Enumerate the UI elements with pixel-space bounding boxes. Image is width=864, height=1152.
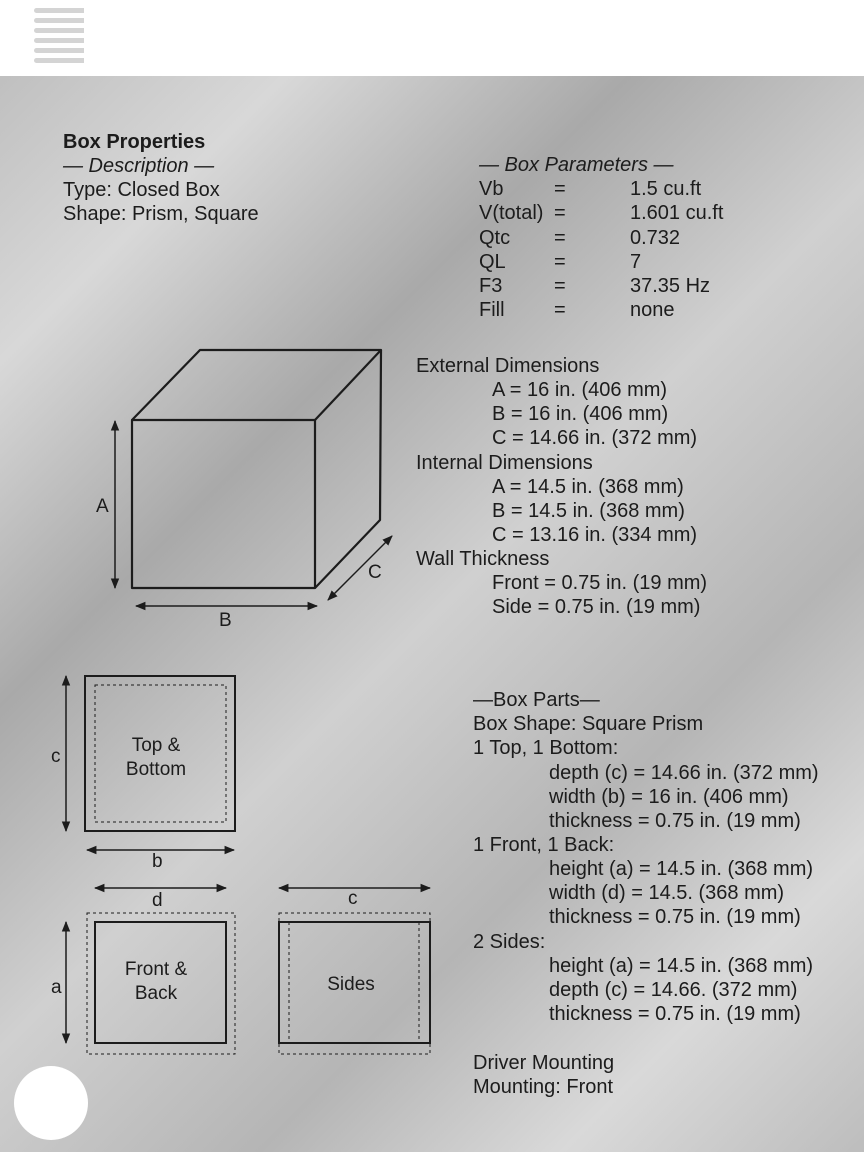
front-back-label-line1: Front & <box>124 959 188 980</box>
cube-top-face <box>132 350 381 420</box>
internal-dimension-c: C = 13.16 in. (334 mm) <box>492 524 698 546</box>
wall-thickness-side: Side = 0.75 in. (19 mm) <box>492 596 701 618</box>
param-name: Qtc <box>479 227 511 249</box>
driver-mounting-value: Mounting: Front <box>473 1076 614 1098</box>
external-dimension-c: C = 14.66 in. (372 mm) <box>492 427 698 449</box>
param-name: V(total) <box>479 202 544 224</box>
front-back-width: width (d) = 14.5. (368 mm) <box>549 882 785 904</box>
box-parts-shape: Box Shape: Square Prism <box>473 713 704 735</box>
param-name: Vb <box>479 178 504 200</box>
cube-diagram <box>132 350 381 588</box>
wall-thickness-heading: Wall Thickness <box>416 548 550 570</box>
internal-dimension-b: B = 14.5 in. (368 mm) <box>492 500 685 522</box>
top-bottom-label-line2: Bottom <box>125 759 187 780</box>
parts-label-d: d <box>152 890 163 911</box>
external-dimension-a: A = 16 in. (406 mm) <box>492 379 668 401</box>
internal-dimension-a: A = 14.5 in. (368 mm) <box>492 476 684 498</box>
param-value: none <box>630 299 675 321</box>
front-back-height: height (a) = 14.5 in. (368 mm) <box>549 858 814 880</box>
front-back-heading: 1 Front, 1 Back: <box>473 834 615 856</box>
param-equals: = <box>554 227 566 249</box>
param-name: QL <box>479 251 506 273</box>
sides-depth: depth (c) = 14.66. (372 mm) <box>549 979 798 1001</box>
top-bottom-label-line1: Top & <box>131 735 181 756</box>
parts-label-b: b <box>152 851 163 872</box>
cube-label-c: C <box>368 562 382 583</box>
cube-label-a: A <box>96 496 109 517</box>
param-value: 1.601 cu.ft <box>630 202 724 224</box>
param-name: Fill <box>479 299 505 321</box>
param-equals: = <box>554 251 566 273</box>
box-parameters-heading: — Box Parameters — <box>479 154 674 176</box>
param-equals: = <box>554 202 566 224</box>
description-heading: — Description — <box>63 155 215 177</box>
param-equals: = <box>554 299 566 321</box>
param-equals: = <box>554 275 566 297</box>
parts-label-c-sides: c <box>348 888 358 909</box>
param-value: 0.732 <box>630 227 681 249</box>
box-shape: Shape: Prism, Square <box>63 203 259 225</box>
external-dimensions-heading: External Dimensions <box>416 355 600 377</box>
cube-arrow-c <box>328 536 392 600</box>
top-bottom-width: width (b) = 16 in. (406 mm) <box>549 786 789 808</box>
front-back-thickness: thickness = 0.75 in. (19 mm) <box>549 906 801 928</box>
box-type: Type: Closed Box <box>63 179 220 201</box>
sides-thickness: thickness = 0.75 in. (19 mm) <box>549 1003 801 1025</box>
cube-label-b: B <box>219 610 232 631</box>
front-back-label-line2: Back <box>134 983 178 1004</box>
external-dimension-b: B = 16 in. (406 mm) <box>492 403 669 425</box>
parts-label-a: a <box>51 977 62 998</box>
sides-heading: 2 Sides: <box>473 931 546 953</box>
sides-height: height (a) = 14.5 in. (368 mm) <box>549 955 814 977</box>
top-bottom-thickness: thickness = 0.75 in. (19 mm) <box>549 810 801 832</box>
parts-label-c: c <box>51 746 61 767</box>
internal-dimensions-heading: Internal Dimensions <box>416 452 593 474</box>
top-bottom-depth: depth (c) = 14.66 in. (372 mm) <box>549 762 819 784</box>
param-name: F3 <box>479 275 503 297</box>
param-value: 1.5 cu.ft <box>630 178 702 200</box>
wall-thickness-front: Front = 0.75 in. (19 mm) <box>492 572 708 594</box>
cube-front-face <box>132 420 315 588</box>
box-properties-title: Box Properties <box>63 131 206 153</box>
sides-label: Sides <box>327 974 375 995</box>
param-value: 37.35 Hz <box>630 275 711 297</box>
driver-mounting-heading: Driver Mounting <box>473 1052 615 1074</box>
box-parts-heading: —Box Parts— <box>473 689 600 711</box>
cube-dimension-arrows <box>115 421 392 606</box>
param-value: 7 <box>630 251 642 273</box>
parts-dimension-arrows <box>66 676 430 1043</box>
page-number-circle <box>14 1066 88 1140</box>
param-equals: = <box>554 178 566 200</box>
top-bottom-heading: 1 Top, 1 Bottom: <box>473 737 619 759</box>
